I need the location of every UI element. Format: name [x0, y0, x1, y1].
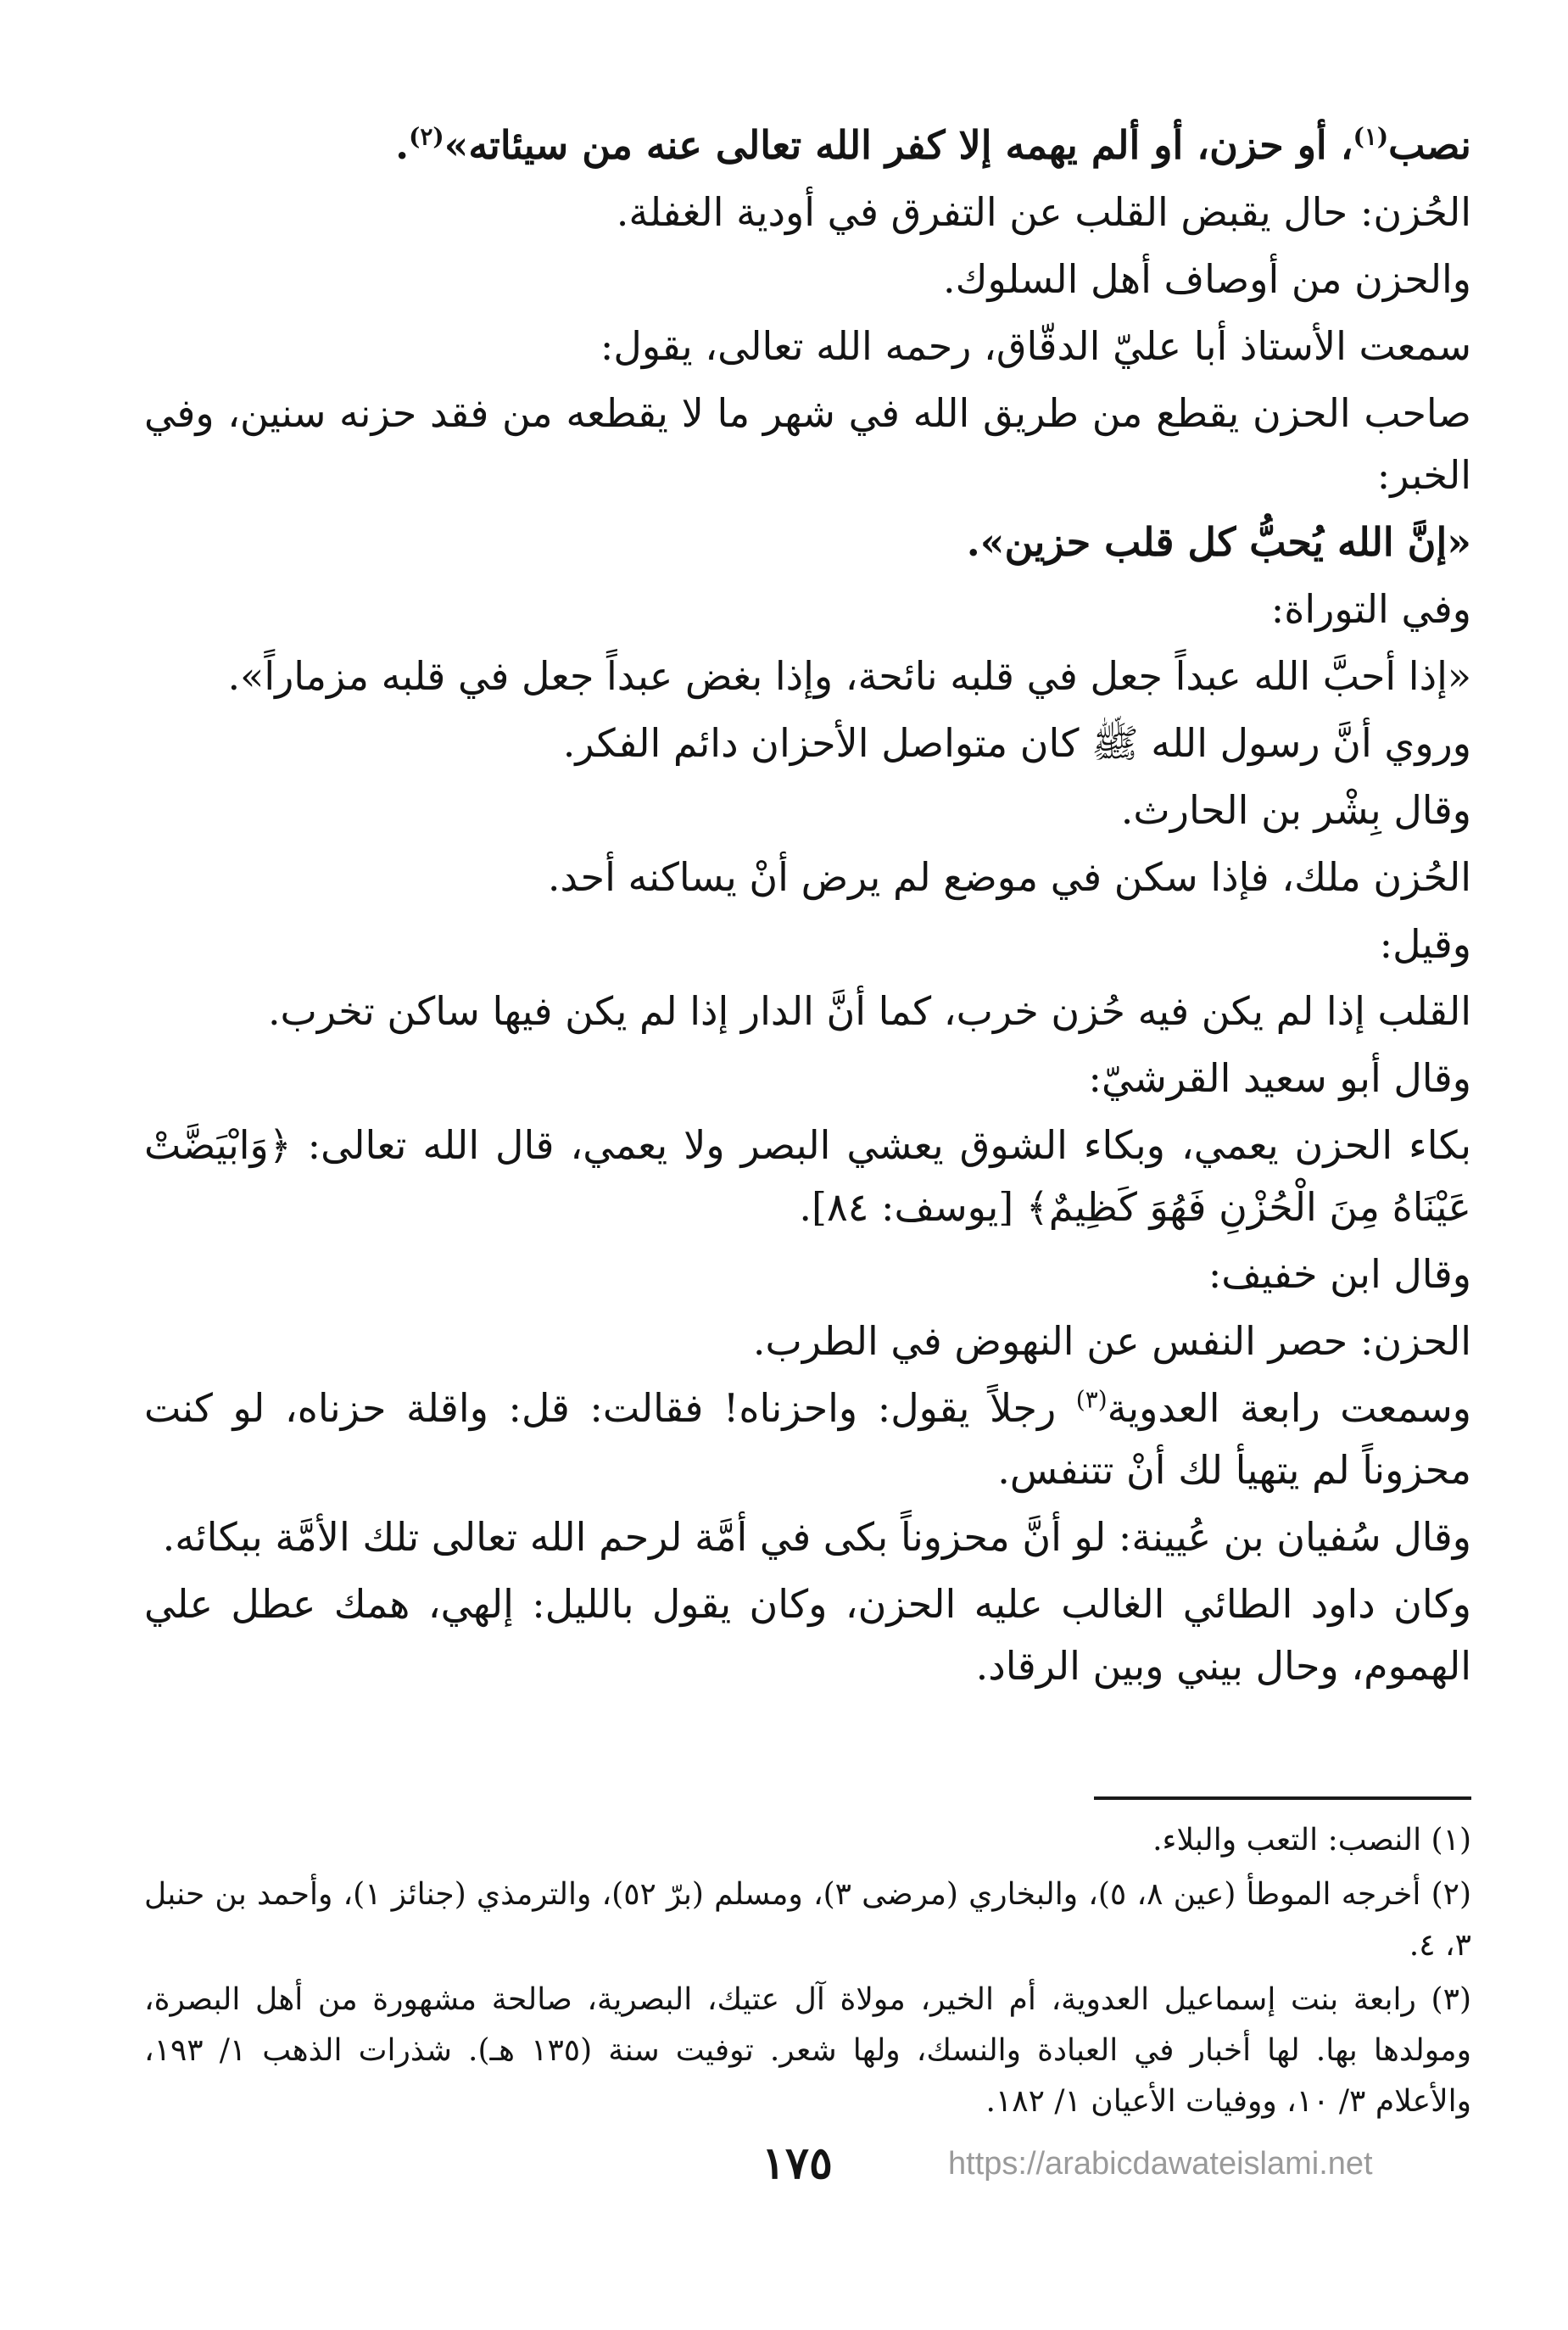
prophet-narration: وروي أنَّ رسول الله ﷺ كان متواصل الأحزان دائم الفكر.: [562, 720, 1471, 766]
quran-verse: بكاء الحزن يعمي، وبكاء الشوق يعشي البصر ولا يعمي، قال الله تعالى: ﴿وَابْيَضَّتْ عَيْنَاهُ مِنَ الْحُزْنِ فَهُوَ كَظِيمٌ﴾: [144, 1122, 1471, 1230]
rabia-text: رجلاً يقول: واحزناه! فقالت: قل: واقلة حزناه، لو كنت محزوناً لم يتهيأ لك أنْ تتنفس.: [144, 1385, 1471, 1493]
hadith-text-end: .: [395, 122, 410, 168]
torah-intro: وفي التوراة:: [1270, 586, 1471, 632]
qil-intro: وقيل:: [1379, 921, 1471, 967]
dawud-paragraph: وكان داود الطائي الغالب عليه الحزن، وكان يقول بالليل: إلهي، همك عطل علي الهموم، وحال بيني وبين الرقاد.: [144, 1581, 1471, 1689]
khafif-intro: وقال ابن خفيف:: [1208, 1251, 1471, 1297]
footnote-divider: [1094, 1796, 1471, 1800]
verse-reference: [يوسف: ٨٤].: [799, 1184, 1026, 1230]
qurashi-intro: وقال أبو سعيد القرشيّ:: [1088, 1055, 1471, 1101]
footnote-ref-3[interactable]: (٣): [1075, 1385, 1108, 1414]
daqqaq-intro: سمعت الأستاذ أبا عليّ الدقّاق، رحمه الله تعالى، يقول:: [600, 323, 1471, 369]
bishr-intro: وقال بِشْر بن الحارث.: [1120, 787, 1471, 833]
daqqaq-quote: صاحب الحزن يقطع من طريق الله في شهر ما لا يقطعه من فقد حزنه سنين، وفي الخبر:: [144, 390, 1471, 498]
watermark-url: https://arabicdawateislami.net: [948, 2146, 1373, 2182]
torah-quote: «إذا أحبَّ الله عبداً جعل في قلبه نائحة، وإذا بغض عبداً جعل في قلبه مزماراً».: [227, 653, 1471, 699]
rabia-paragraph: [144, 1377, 1471, 1501]
rabia-text-start: وسمعت رابعة العدوية: [1107, 1385, 1472, 1431]
footnote-ref-1[interactable]: (١): [1353, 122, 1389, 151]
page-number: ١٧٥: [762, 2137, 833, 2189]
page-body: [144, 115, 1471, 1702]
khafif-quote: الحزن: حصر النفس عن النهوض في الطرب.: [752, 1318, 1471, 1364]
sufyan-paragraph: وقال سُفيان بن عُيينة: لو أنَّ محزوناً بكى في أمَّة لرحم الله تعالى تلك الأمَّة ببكائه.: [162, 1514, 1471, 1560]
hadith-text-start: نصب: [1388, 122, 1471, 168]
grief-definition: الحُزن: حال يقبض القلب عن التفرق في أودية الغفلة.: [616, 189, 1471, 235]
footnote-ref-2[interactable]: (٢): [409, 122, 444, 151]
hadith-quote: «إنَّ الله يُحبُّ كل قلب حزين».: [966, 519, 1471, 565]
qil-quote: القلب إذا لم يكن فيه حُزن خرب، كما أنَّ الدار إذا لم يكن فيها ساكن تخرب.: [267, 988, 1471, 1034]
footnote-2: (٢) أخرجه الموطأ (عين ٨، ٥)، والبخاري (مرضى ٣)، ومسلم (برّ ٥٢)، والترمذي (جنائز ١)، وأحمد بن حنبل ٣، ٤.: [144, 1877, 1471, 1963]
hadith-text: ، أو حزن، أو ألم يهمه إلا كفر الله تعالى عنه من سيئاته»: [444, 122, 1353, 168]
footnotes: [144, 1815, 1471, 2131]
qurashi-quote: [144, 1115, 1471, 1238]
footnote-1: (١) النصب: التعب والبلاء.: [1152, 1823, 1471, 1858]
main-text: [144, 115, 1471, 1697]
footnote-3: (٣) رابعة بنت إسماعيل العدوية، أم الخير، مولاة آل عتيك، البصرية، صالحة مشهورة من أهل البصرة، ومولدها بها. لها أخبار في العبادة والنسك، ولها شعر. توفيت سنة (١٣٥ هـ). شذرات الذهب ١/ ١٩٣، والأعلام ٣/ ١٠، ووفيات الأعيان ١/ ١٨٢.: [144, 1982, 1471, 2119]
hadith-continuation: [144, 115, 1471, 176]
grief-attribute: والحزن من أوصاف أهل السلوك.: [943, 256, 1471, 302]
bishr-quote: الحُزن ملك، فإذا سكن في موضع لم يرض أنْ يساكنه أحد.: [547, 854, 1471, 900]
